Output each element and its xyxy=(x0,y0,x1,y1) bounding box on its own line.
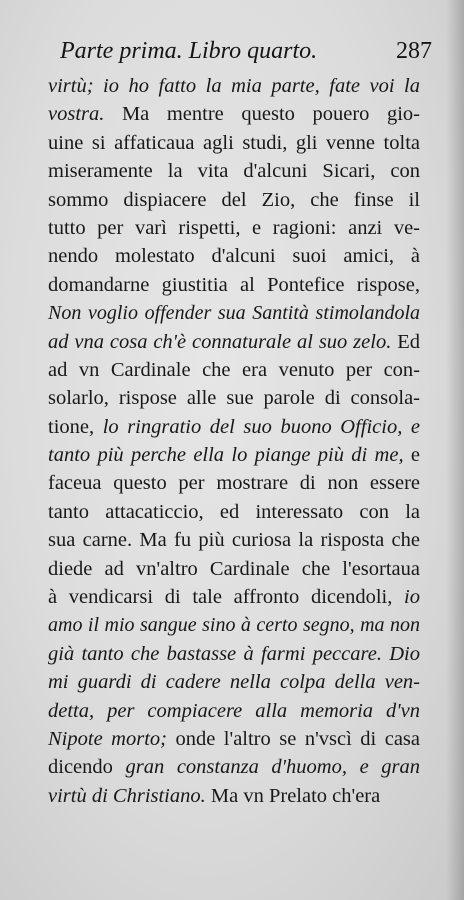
body-text xyxy=(48,72,420,810)
text-line xyxy=(48,498,420,526)
text-line xyxy=(48,384,420,412)
text-line xyxy=(48,668,420,696)
text-segment: lo ringratio del suo buono Officio, e xyxy=(102,415,420,438)
text-line xyxy=(48,782,420,810)
text-segment: uine si affaticaua agli studi, gli venne tolta xyxy=(48,131,420,154)
text-segment: sommo dispiacere del Zio, che finse il xyxy=(48,188,420,211)
text-segment: miseramente la vita d'alcuni Sicari, con xyxy=(48,160,420,183)
text-line xyxy=(48,555,420,583)
text-segment: Ed xyxy=(391,330,420,353)
text-line xyxy=(48,299,420,327)
text-line xyxy=(48,697,420,725)
text-segment: tione, xyxy=(48,415,103,438)
text-segment: diede ad vn'altro Cardinale che l'esortaua xyxy=(48,557,420,580)
text-segment: tanto più perche ella lo piange più di me, xyxy=(48,444,404,467)
text-segment: tutto per varì rispetti, e ragioni: anzi ve- xyxy=(48,216,420,239)
text-segment: amo il mio sangue sino à certo segno, ma non xyxy=(48,614,420,637)
running-title: Parte prima. Libro quarto. xyxy=(60,38,318,64)
text-line xyxy=(48,611,420,639)
running-header xyxy=(60,34,432,68)
text-line xyxy=(48,157,420,185)
text-segment: ad vn Cardinale che era venuto per con- xyxy=(48,358,420,381)
text-segment: virtù; io ho fatto la mia parte, fate voi la xyxy=(48,75,420,97)
text-line xyxy=(48,100,420,128)
text-line xyxy=(48,356,420,384)
text-segment: virtù di Christiano. xyxy=(48,784,206,807)
text-segment: tanto attacaticcio, ed interessato con la xyxy=(48,500,420,523)
text-line xyxy=(48,441,420,469)
text-segment: mi guardi di cadere nella colpa della ven- xyxy=(48,671,420,694)
text-segment: sua carne. Ma fu più curiosa la risposta che xyxy=(48,529,420,552)
text-line xyxy=(48,725,420,753)
text-segment: già tanto che bastasse à farmi peccare. Dio xyxy=(48,642,420,665)
text-segment: vostra. xyxy=(48,103,105,126)
text-segment: Non voglio offender sua Santità stimolandola xyxy=(48,302,420,325)
text-segment: solarlo, rispose alle sue parole di consola- xyxy=(48,387,420,410)
text-line xyxy=(48,469,420,497)
text-segment: Ma mentre questo pouero gio- xyxy=(104,103,420,126)
text-segment: domandarne giustitia al Pontefice rispose, xyxy=(48,273,420,296)
text-line xyxy=(48,640,420,668)
text-segment: onde l'altro se n'vscì di casa xyxy=(166,727,420,750)
text-line xyxy=(48,328,420,356)
text-segment: nendo molestato d'alcuni suoi amici, à xyxy=(48,245,420,268)
text-line xyxy=(48,186,420,214)
text-segment: gran constanza d'huomo, e gran xyxy=(125,756,420,779)
text-line xyxy=(48,753,420,781)
text-line xyxy=(48,214,420,242)
text-segment: ad vna cosa ch'è connaturale al suo zelo. xyxy=(48,330,392,353)
text-segment: e xyxy=(403,444,420,467)
text-line xyxy=(48,413,420,441)
text-line xyxy=(48,271,420,299)
text-line xyxy=(48,72,420,100)
text-line xyxy=(48,129,420,157)
text-line xyxy=(48,526,420,554)
text-segment: Nipote morto; xyxy=(48,727,167,750)
text-segment: Ma vn Prelato ch'era xyxy=(205,784,381,807)
text-segment: faceua questo per mostrare di non essere xyxy=(48,472,420,495)
text-segment: dicendo xyxy=(48,756,126,779)
text-line xyxy=(48,242,420,270)
text-segment: io xyxy=(404,586,420,609)
text-segment: detta, per compiacere alla memoria d'vn xyxy=(48,699,420,722)
text-segment: à vendicarsi di tale affronto dicendoli, xyxy=(48,586,405,609)
text-line xyxy=(48,583,420,611)
page-number: 287 xyxy=(396,38,432,64)
